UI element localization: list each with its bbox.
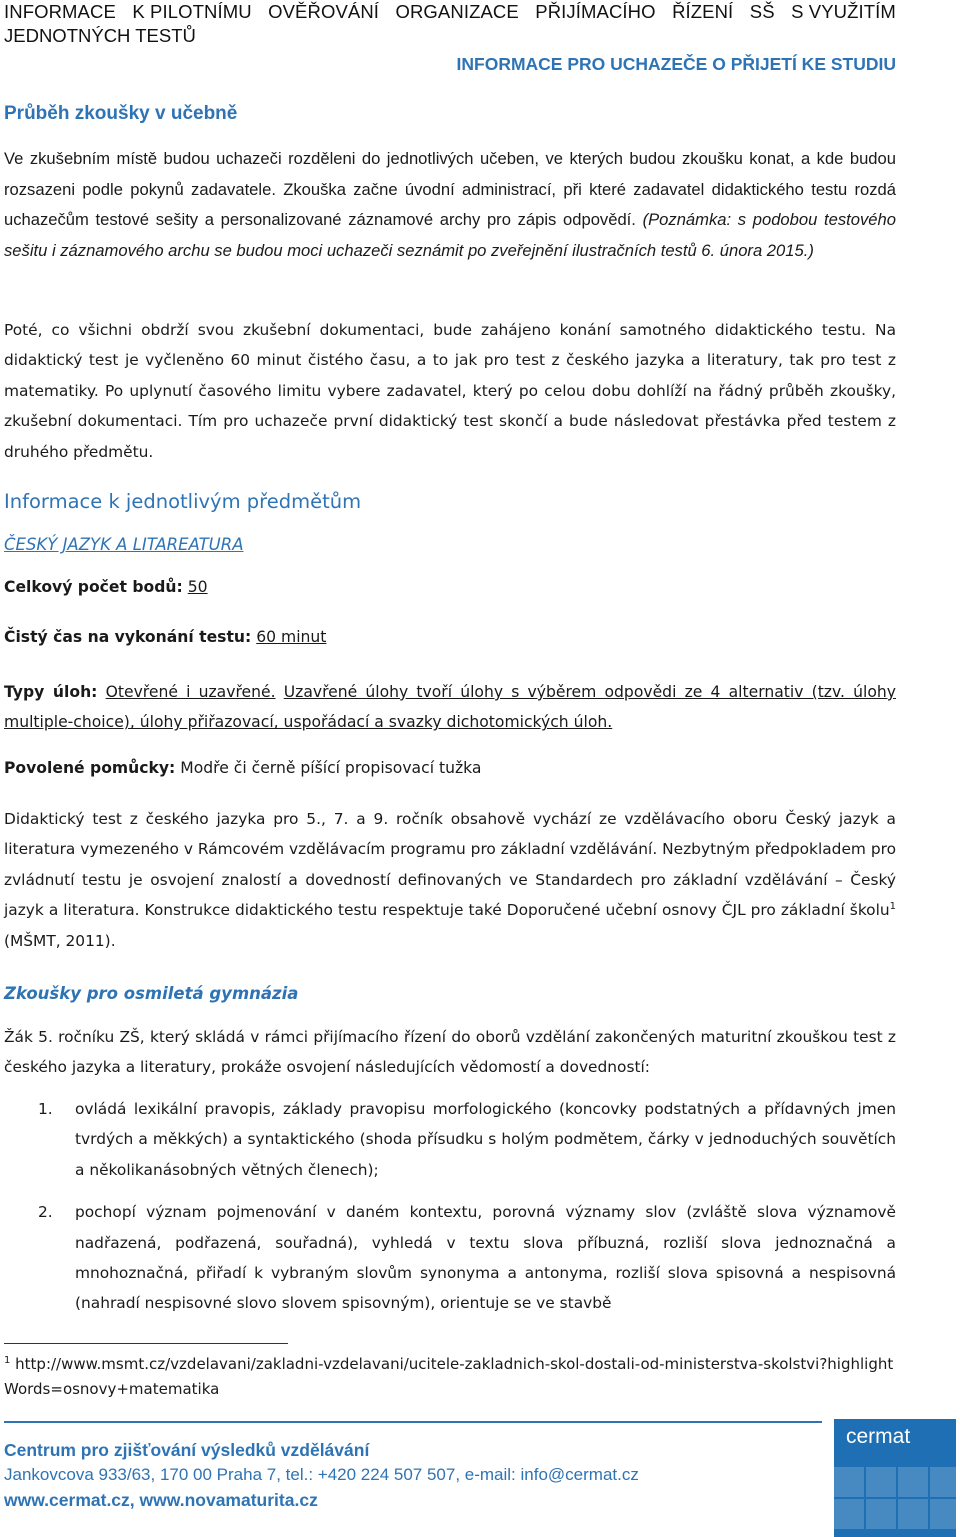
header-word: SŠ [749, 1, 775, 22]
points-label: Celkový počet bodů: [4, 578, 183, 596]
gymnasium-title: Zkoušky pro osmiletá gymnázia [4, 984, 299, 1003]
aids-label: Povolené pomůcky: [4, 759, 176, 777]
footnote-link[interactable]: http://www.msmt.cz/vzdelavani/zakladni-vzdelavani/ucitele-zakladnich-skol-dostali-od-ministerstva-skolstvi?highlightWords=osnovy+matematika [4, 1355, 894, 1398]
paragraph-text: Didaktický test z českého jazyka pro 5., 7. a 9. ročník obsahově vychází ze vzdělávacího oboru Český jazyk a literatura vymezeného v Rámcovém vzdělávacím programu pro základní vzdělávání. Nezbytným předpokladem pro zvládnutí testu je osvojení znalostí a dovedností definovaných ve Standardech pro základní vzdělávání – Český jazyk a literatura. Konstrukce didaktického testu respektuje také Doporučené učební osnovy ČJL pro základní školu [4, 810, 896, 920]
section-title-exam-course: Průběh zkoušky v učebně [4, 103, 238, 124]
list-item [4, 1197, 896, 1319]
section-title-subjects: Informace k jednotlivým předmětům [4, 490, 362, 513]
list-item-number: 2. [38, 1203, 53, 1222]
subject-title: ČESKÝ JAZYK A LITAREATURA [4, 535, 244, 554]
paragraph-text-end: (MŠMT, 2011). [4, 931, 116, 950]
points-value: 50 [187, 578, 208, 596]
list-item-number: 1. [38, 1100, 53, 1118]
list-item-text: pochopí význam pojmenování v daném kontextu, porovná významy slov (zvláště slova významově nadřazená, podřazená, souřadná), vyhledá v textu slova příbuzná, rozliší slova jednoznačná a mnohoznačná, přiřadí k vybraným slovům synonyma a antonyma, rozliší slova spisovná a nespisovná (nahradí nespisovné slovo slovem spisovným), orientuje se ve stavbě [75, 1203, 896, 1313]
logo-tile [898, 1467, 928, 1497]
points-field [4, 578, 208, 596]
header-word: ŘÍZENÍ [672, 1, 734, 22]
skills-list [4, 1094, 896, 1331]
types-description: Uzavřené úlohy tvoří úlohy s výběrem odpovědi ze 4 alternativ (tzv. úlohy multiple-choice), úlohy přiřazovací, uspořádací a svazky dichotomických úloh. [4, 683, 896, 732]
logo-tile [834, 1467, 864, 1497]
aids-field [4, 759, 481, 777]
time-value: 60 minut [256, 628, 327, 646]
paragraph-text: Ve zkušebním místě budou uchazeči rozděleni do jednotlivých učeben, ve kterých budou zkoušku konat, a kde budou rozsazeni podle pokynů zadavatele. Zkouška začne úvodní administrací, při které zadavatel didaktického testu rozdá uchazečům testové sešity a personalizované záznamové archy pro zápis odpovědí. [4, 149, 896, 229]
footnote-number: 1 [4, 1355, 11, 1366]
aids-value: Modře či černě píšící propisovací tužka [180, 759, 482, 777]
header-word: OVĚŘOVÁNÍ [268, 1, 380, 22]
header-subtitle: INFORMACE PRO UCHAZEČE O PŘIJETÍ KE STUDIU [456, 54, 896, 74]
header-word: S VYUŽITÍM [791, 1, 896, 22]
header-word: PŘIJÍMACÍHO [535, 1, 656, 22]
logo-tile [930, 1467, 956, 1497]
footer-organization: Centrum pro zjišťování výsledků vzdělávání [4, 1440, 370, 1460]
types-value: Otevřené i uzavřené. [105, 683, 276, 701]
header-line-1 [4, 0, 896, 24]
footnote-divider [4, 1343, 288, 1344]
footnote [4, 1352, 896, 1402]
list-item-text: ovládá lexikální pravopis, základy pravopisu morfologického (koncovky podstatných a přídavných jmen tvrdých a měkkých) a syntaktického (shoda přísudku s holým podmětem, čárky v jednoduchých souvětích a několikanásobných větných členech); [75, 1100, 896, 1179]
footnote-ref: 1 [889, 901, 896, 913]
list-item [4, 1094, 896, 1185]
footer-websites [4, 1490, 318, 1511]
website-link-cermat[interactable]: www.cermat.cz [4, 1490, 130, 1510]
logo-tile [898, 1499, 928, 1529]
time-label: Čistý čas na vykonání testu: [4, 628, 252, 646]
paragraph-czech-test [4, 804, 896, 956]
types-label: Typy úloh: [4, 683, 98, 701]
header-word: K PILOTNÍMU [132, 1, 252, 22]
logo-tile [930, 1499, 956, 1529]
header-word: INFORMACE [4, 1, 116, 22]
paragraph-exam-intro [4, 144, 896, 266]
website-link-novamaturita[interactable]: www.novamaturita.cz [139, 1490, 318, 1510]
paragraph-exam-procedure: Poté, co všichni obdrží svou zkušební dokumentaci, bude zahájeno konání samotného didaktického testu. Na didaktický test je vyčleněno 60 minut čistého času, a to jak pro test z českého jazyka a literatury, tak pro test z matematiky. Po uplynutí časového limitu vybere zadavatel, který po celou dobu dohlíží na řádný průběh zkoušky, zkušební dokumentaci. Tím pro uchazeče první didaktický test skončí a bude následovat přestávka před testem z druhého předmětu. [4, 321, 896, 461]
website-separator: , [129, 1490, 140, 1510]
cermat-logo [834, 1419, 956, 1537]
logo-tile [834, 1499, 864, 1529]
paragraph-note: (Poznámka: s podobou testového sešitu i záznamového archu se budou moci uchazeči seznámit po zveřejnění ilustračních testů 6. února 2015.) [4, 210, 896, 260]
footer-address: Jankovcova 933/63, 170 00 Praha 7, tel.: +420 224 507 507, e-mail: info@cermat.cz [4, 1465, 639, 1484]
paragraph-gymnasium-intro: Žák 5. ročníku ZŠ, který skládá v rámci přijímacího řízení do oborů vzdělání zakončených maturitní zkouškou test z českého jazyka a literatury, prokáže osvojení následujících vědomostí a dovedností: [4, 1028, 896, 1077]
types-field [4, 677, 896, 738]
logo-tile [866, 1499, 896, 1529]
header-line-2: JEDNOTNÝCH TESTŮ [4, 25, 196, 46]
logo-tile [866, 1467, 896, 1497]
footer-divider [4, 1421, 822, 1423]
logo-text: cermat [846, 1425, 911, 1448]
header-word: ORGANIZACE [395, 1, 519, 22]
time-field [4, 628, 326, 646]
